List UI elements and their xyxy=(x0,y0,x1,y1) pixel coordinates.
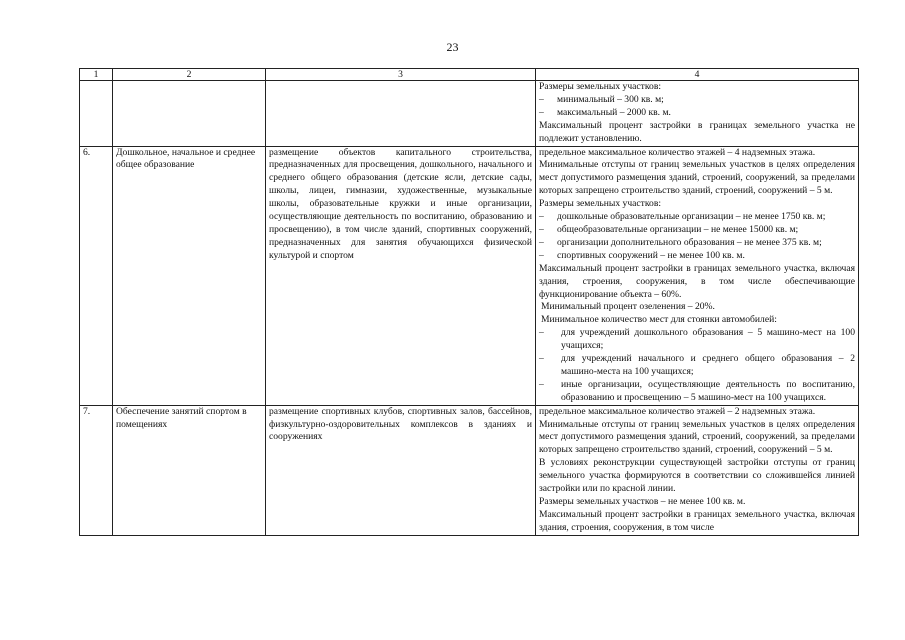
list-item: – для учреждений дошкольного образования – 5 машино-мест на 100 учащихся; xyxy=(539,327,855,352)
row-number: 7. xyxy=(80,405,113,535)
table-row-6 xyxy=(80,146,859,405)
parking-title: Минимальное количество мест для стоянки автомобилей: xyxy=(541,314,777,326)
header-col-3: 3 xyxy=(266,69,536,81)
list-item: – для учреждений начального и среднего общего образования – 2 машино-места на 100 учащихся; xyxy=(539,353,855,377)
sizes-title: Размеры земельных участков: xyxy=(539,198,662,210)
sizes-title: Размеры земельных участков: xyxy=(539,81,662,92)
sizes-text: Размеры земельных участков – не менее 100 кв. м. xyxy=(539,496,746,507)
header-col-2: 2 xyxy=(113,69,266,81)
cell-params xyxy=(536,81,859,147)
list-item: – спортивных сооружений – не менее 100 кв. м. xyxy=(539,249,745,261)
cell-num xyxy=(80,81,113,147)
list-item: – минимальный – 300 кв. м; xyxy=(539,93,664,105)
header-col-1: 1 xyxy=(80,69,113,81)
setbacks-text: Минимальные отступы от границ земельных участков в целях определения мест допустимого размещения зданий, строений, сооружений, за пределами которых запрещено строительство зданий, строений, сооружений – 5 м. xyxy=(539,159,855,197)
green-percent-text: Минимальный процент озеленения – 20%. xyxy=(541,301,715,313)
list-item: – организации дополнительного образования – не менее 375 кв. м; xyxy=(539,236,822,248)
page-number: 23 xyxy=(446,40,459,54)
table-row-continuation xyxy=(80,81,859,147)
header-col-4: 4 xyxy=(536,69,859,81)
land-use-name: Обеспечение занятий спортом в помещениях xyxy=(113,405,266,535)
list-item: – общеобразовательные организации – не менее 15000 кв. м; xyxy=(539,223,799,235)
table-header-row xyxy=(80,69,859,81)
land-use-description: размещение спортивных клубов, спортивных залов, бассейнов, физкультурно-оздоровительных комплексов в зданиях и сооружениях xyxy=(266,405,536,535)
max-percent-text: Максимальный процент застройки в границах земельного участка, включая здания, строения, сооружения, в том числе обеспечивающие функционирование объекта – 60%. xyxy=(539,262,855,300)
reconstruction-text: В условиях реконструкции существующей застройки отступы от границ земельного участка формируются в соответствии со сложившейся линией застройки или по красной линии. xyxy=(539,457,855,495)
cell-params xyxy=(536,405,859,535)
list-item: – дошкольные образовательные организации – не менее 1750 кв. м; xyxy=(539,211,826,223)
cell-desc xyxy=(266,81,536,147)
cell-name xyxy=(113,81,266,147)
table-row-7 xyxy=(80,405,859,535)
land-use-name: Дошкольное, начальное и среднее общее образование xyxy=(113,146,266,405)
setbacks-text: Минимальные отступы от границ земельных участков в целях определения мест допустимого размещения зданий, строений, сооружений, за пределами которых запрещено строительство зданий, строений, сооружений – 5 м. xyxy=(539,418,855,456)
list-item: – иные организации, осуществляющие деятельность по воспитанию, образованию и просвещению – 5 машино-мест на 100 учащихся. xyxy=(539,378,855,403)
max-percent-text: Максимальный процент застройки в границах земельного участка не подлежит установлению. xyxy=(539,119,855,144)
row-number: 6. xyxy=(80,146,113,405)
regulations-table xyxy=(79,68,859,536)
floors-text: предельное максимальное количество этажей – 2 надземных этажа. xyxy=(539,405,816,417)
max-percent-text: Максимальный процент застройки в границах земельного участка, включая здания, строения, сооружения, в том числе xyxy=(539,508,855,533)
floors-text: предельное максимальное количество этажей – 4 надземных этажа. xyxy=(539,146,816,158)
land-use-description: размещение объектов капитального строительства, предназначенных для просвещения, дошкольного, начального и среднего общего образования (детские ясли, детские сады, школы, лицеи, гимназии, художественные, музыкальные школы, образовательные кружки и иные организации, осуществляющие деятельность по воспитанию, образованию и просвещению), в том числе зданий, спортивных сооружений, предназначенных для занятия обучающихся физической культурой и спортом xyxy=(266,146,536,405)
cell-params xyxy=(536,146,859,405)
list-item: – максимальный – 2000 кв. м. xyxy=(539,106,671,118)
